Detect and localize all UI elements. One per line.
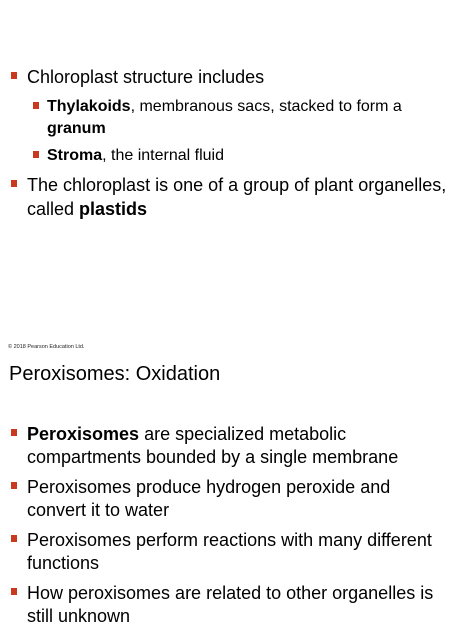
term-granum: granum bbox=[47, 120, 106, 137]
bullet-marker bbox=[11, 535, 17, 542]
bullet-text-span: Peroxisomes perform reactions with many different bbox=[27, 530, 432, 550]
bullet-text bbox=[27, 422, 346, 446]
definition-text: , membranous sacs, stacked to form a bbox=[130, 98, 402, 115]
sub-bullet-text bbox=[47, 96, 402, 118]
definition-text: , the internal fluid bbox=[102, 147, 224, 164]
bullet-text-span: convert it to water bbox=[27, 500, 170, 520]
bullet-text-line2 bbox=[27, 551, 99, 575]
bullet-marker bbox=[11, 482, 17, 489]
sub-bullet-text-line2 bbox=[47, 118, 106, 140]
bullet-text bbox=[27, 528, 432, 552]
bullet-text-span: The chloroplast is one of a group of plant organelles, bbox=[27, 175, 447, 195]
bullet-marker bbox=[11, 429, 17, 436]
bullet-text-span: called bbox=[27, 199, 80, 219]
bullet-text bbox=[27, 475, 390, 499]
term-stroma: Stroma bbox=[47, 147, 103, 164]
bullet-text bbox=[27, 173, 446, 197]
bullet-text-span: compartments bounded by a single membrane bbox=[27, 447, 399, 467]
bullet-marker bbox=[11, 72, 17, 79]
bullet-text bbox=[27, 581, 433, 605]
bullet-text-span: still unknown bbox=[27, 606, 131, 626]
sub-bullet-marker bbox=[33, 151, 39, 158]
term-thylakoids: Thylakoids bbox=[47, 98, 131, 115]
bullet-text-line2 bbox=[27, 604, 130, 628]
bullet-text-span: functions bbox=[27, 553, 100, 573]
bullet-text bbox=[27, 65, 264, 89]
bullet-text-line2 bbox=[27, 445, 398, 469]
bullet-text-span: Peroxisomes produce hydrogen peroxide and bbox=[27, 477, 391, 497]
bullet-text-line2 bbox=[27, 197, 147, 221]
bullet-text-span: Chloroplast structure includes bbox=[27, 67, 265, 87]
bullet-text-span: How peroxisomes are related to other organelles is bbox=[27, 583, 434, 603]
bullet-marker bbox=[11, 180, 17, 187]
term-peroxisomes: Peroxisomes bbox=[27, 424, 140, 444]
bullet-text-span: are specialized metabolic bbox=[139, 424, 347, 444]
term-plastids: plastids bbox=[79, 199, 148, 219]
bullet-text-line2 bbox=[27, 498, 169, 522]
copyright-notice: © 2018 Pearson Education Ltd. bbox=[8, 344, 85, 350]
sub-bullet-text bbox=[47, 145, 224, 167]
slide-title: Peroxisomes: Oxidation bbox=[9, 363, 221, 385]
sub-bullet-marker bbox=[33, 102, 39, 109]
bullet-marker bbox=[11, 588, 17, 595]
